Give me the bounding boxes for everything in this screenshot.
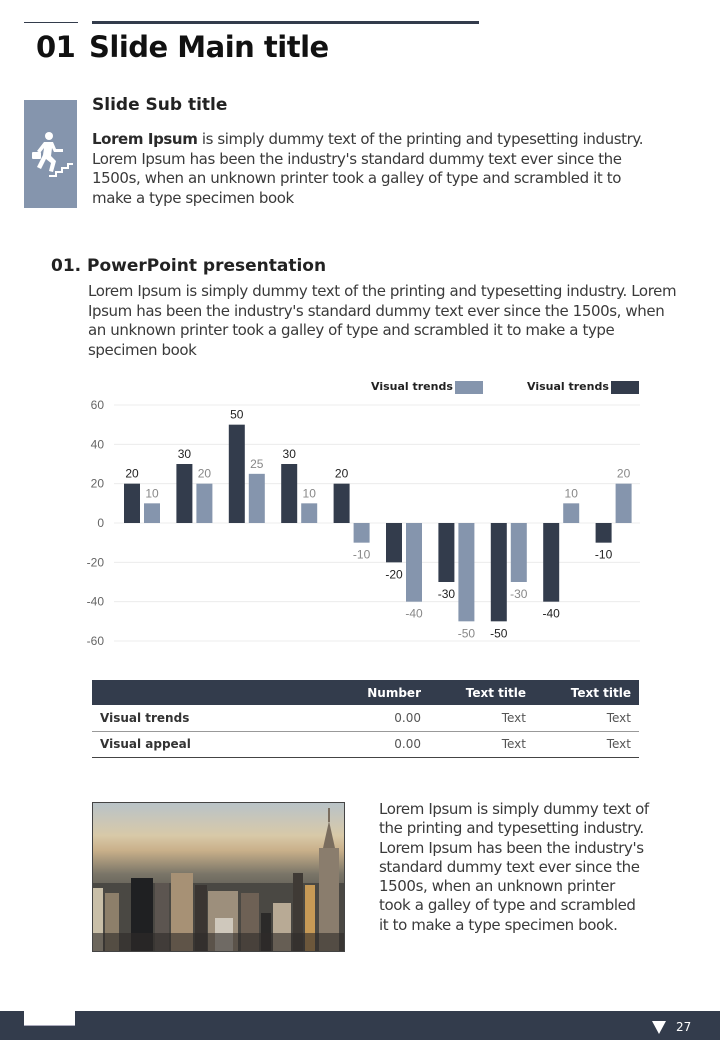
table-cell: Text [534,705,639,731]
bar [249,474,265,523]
section-title: 01. PowerPoint presentation [51,256,327,276]
triangle-down-icon [652,1021,666,1034]
table-row [92,705,639,731]
section-body: Lorem Ipsum is simply dummy text of the printing and typesetting industry. Lorem Ipsum has been the industry's standard dummy text ever since the 1500s, when an unknown printer took a galley of type and scrambled it to make a type specimen book [88,282,677,359]
data-label: 50 [230,407,244,422]
footer-tab [24,1011,75,1026]
bar [406,523,422,602]
data-label: -50 [490,626,508,641]
skyline-illustration [93,803,345,952]
legend-label: Visual trends [371,380,453,393]
bar [386,523,402,562]
data-label: 20 [616,466,631,481]
table-header-cell [92,680,309,705]
y-tick-label: -40 [86,594,104,609]
data-label: 30 [177,447,192,461]
data-label: -50 [457,626,476,641]
table-header-cell: Number [309,680,429,705]
businessman-climbing-stairs-icon [29,131,73,177]
y-tick-label: 40 [90,437,104,452]
data-label: 10 [145,486,159,501]
data-label: -30 [510,587,528,601]
legend-swatch [455,381,483,394]
bar [438,523,454,582]
data-label: 10 [302,486,316,501]
intro-body-bold: Lorem Ipsum [92,130,198,148]
city-skyline-photo [92,802,345,952]
footer-bar [0,1011,720,1040]
data-label: -30 [437,587,456,601]
bar [176,464,192,523]
table-cell: Text [429,731,534,757]
table-cell: Visual appeal [92,731,309,757]
bar [491,523,507,621]
intro-body [92,130,652,208]
y-tick-label: 20 [90,476,104,491]
table-header-cell: Text title [429,680,534,705]
legend-swatch [611,381,639,394]
bar [229,425,245,523]
table-cell: Visual trends [92,705,309,731]
header-divider-short [24,22,78,23]
y-tick-label: 60 [90,398,104,412]
y-tick-label: -60 [86,634,104,648]
bar [616,484,632,523]
bottom-body-text: Lorem Ipsum is simply dummy text of the printing and typesetting industry. Lorem Ipsum has been the industry's standard dummy text ever since the 1500s, when an unknown printer took a galley of type and scrambled it to make a type specimen book. [379,800,649,934]
data-table [92,680,639,758]
table-row [92,731,639,757]
table-header-cell: Text title [534,680,639,705]
bar [334,484,350,523]
bar [563,503,579,523]
table-cell: 0.00 [309,705,429,731]
data-label: -40 [405,606,423,621]
table-cell: 0.00 [309,731,429,757]
slide-number: 01 [36,30,76,64]
page-number: 27 [676,1020,692,1034]
data-label: -40 [542,606,560,621]
bar [144,503,160,523]
subtitle: Slide Sub title [92,95,228,115]
data-label: 10 [564,486,578,501]
data-label: 20 [125,466,139,481]
bar [596,523,612,543]
legend-label: Visual trends [527,380,609,393]
bar-chart [0,370,720,660]
page-title: Slide Main title [89,30,329,64]
data-label: -20 [385,567,403,582]
data-label: -10 [594,547,613,562]
bar [301,503,317,523]
bar [458,523,474,621]
table-header-row [92,680,639,705]
header-divider-long [92,21,479,24]
bar [281,464,297,523]
bar [124,484,140,523]
y-tick-label: -20 [86,555,104,570]
data-label: 20 [197,466,212,481]
data-label: -10 [352,547,371,562]
bar [354,523,370,543]
bar [196,484,212,523]
table-cell: Text [534,731,639,757]
intro-body-text: is simply dummy text of the printing and typesetting industry. Lorem Ipsum has been the industry's standard dummy text ever since the 1500s, when an unknown printer took a galley of type and scrambled it to make a type specimen book [92,130,644,207]
intro-icon-box [24,100,77,208]
y-tick-label: 0 [97,516,104,530]
data-label: 30 [282,447,296,461]
bar [511,523,527,582]
bar [543,523,559,602]
data-label: 20 [334,466,349,481]
table-cell: Text [429,705,534,731]
data-label: 25 [250,456,264,471]
